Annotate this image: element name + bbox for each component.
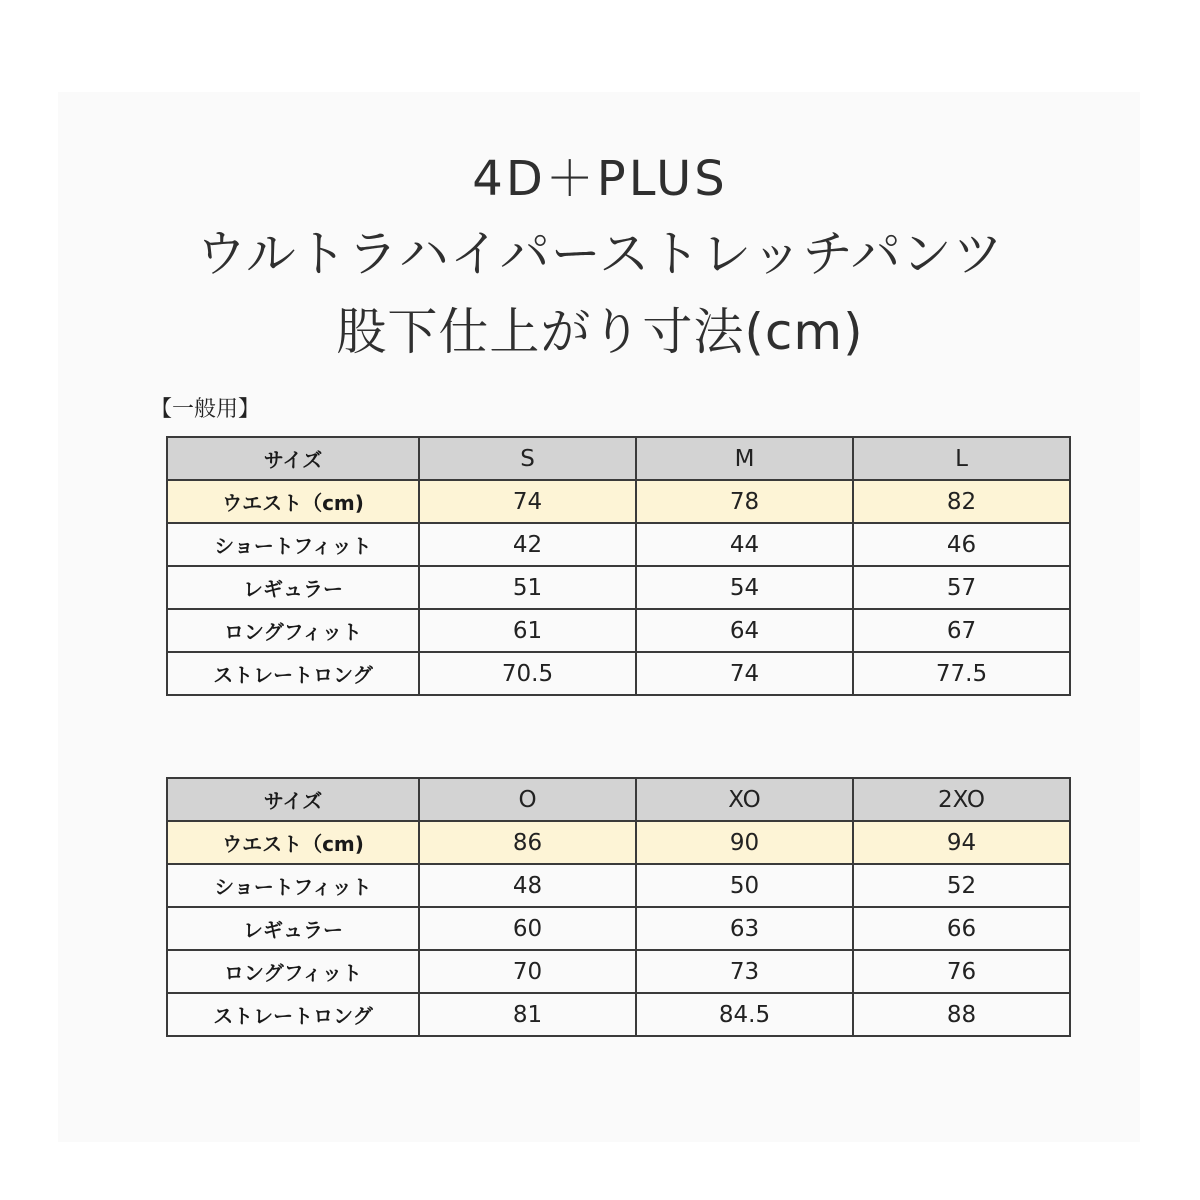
table-row — [167, 907, 1070, 950]
table-cell: 54 — [636, 566, 853, 609]
table-row — [167, 609, 1070, 652]
table-row — [167, 523, 1070, 566]
chart-subtitle: 股下仕上がり寸法(cm) — [336, 303, 864, 361]
table-cell: 67 — [853, 609, 1070, 652]
table-row — [167, 864, 1070, 907]
table-cell: 66 — [853, 907, 1070, 950]
table-row — [167, 652, 1070, 695]
table-cell: 70.5 — [419, 652, 636, 695]
product-name-title: ウルトラハイパーストレッチパンツ — [196, 225, 1004, 283]
row-label: ロングフィット — [167, 950, 419, 993]
row-label: レギュラー — [167, 907, 419, 950]
header-cell: サイズ — [167, 437, 419, 480]
row-label: レギュラー — [167, 566, 419, 609]
header-cell: 2XO — [853, 778, 1070, 821]
table-cell: 51 — [419, 566, 636, 609]
table-cell: 76 — [853, 950, 1070, 993]
row-label: ショートフィット — [167, 864, 419, 907]
table-cell: 46 — [853, 523, 1070, 566]
table-cell: 42 — [419, 523, 636, 566]
row-label: ロングフィット — [167, 609, 419, 652]
row-label: ストレートロング — [167, 652, 419, 695]
table-cell: 52 — [853, 864, 1070, 907]
table-cell: 73 — [636, 950, 853, 993]
table-cell: 82 — [853, 480, 1070, 523]
product-brand-title: 4D＋PLUS — [472, 151, 728, 207]
header-cell: L — [853, 437, 1070, 480]
table-cell: 64 — [636, 609, 853, 652]
header-cell: M — [636, 437, 853, 480]
header-cell: S — [419, 437, 636, 480]
table-row — [167, 993, 1070, 1036]
row-label: ストレートロング — [167, 993, 419, 1036]
table-cell: 48 — [419, 864, 636, 907]
table-header-row — [167, 778, 1070, 821]
table-cell: 94 — [853, 821, 1070, 864]
section-label: 【一般用】 — [150, 397, 261, 422]
table-row — [167, 566, 1070, 609]
size-table-large — [166, 777, 1071, 1037]
table-cell: 77.5 — [853, 652, 1070, 695]
row-label: ウエスト（cm) — [167, 821, 419, 864]
header-cell: O — [419, 778, 636, 821]
table-cell: 70 — [419, 950, 636, 993]
table-cell: 63 — [636, 907, 853, 950]
table-cell: 88 — [853, 993, 1070, 1036]
row-label: ショートフィット — [167, 523, 419, 566]
table-header-row — [167, 437, 1070, 480]
table-cell: 78 — [636, 480, 853, 523]
row-label: ウエスト（cm) — [167, 480, 419, 523]
table-row-waist — [167, 821, 1070, 864]
table-row-waist — [167, 480, 1070, 523]
size-table-small — [166, 436, 1071, 696]
table-cell: 86 — [419, 821, 636, 864]
table-cell: 60 — [419, 907, 636, 950]
table-cell: 44 — [636, 523, 853, 566]
table-cell: 74 — [419, 480, 636, 523]
header-cell: サイズ — [167, 778, 419, 821]
table-cell: 84.5 — [636, 993, 853, 1036]
table-cell: 57 — [853, 566, 1070, 609]
header-cell: XO — [636, 778, 853, 821]
table-cell: 61 — [419, 609, 636, 652]
table-cell: 50 — [636, 864, 853, 907]
table-cell: 90 — [636, 821, 853, 864]
table-cell: 81 — [419, 993, 636, 1036]
table-cell: 74 — [636, 652, 853, 695]
table-row — [167, 950, 1070, 993]
